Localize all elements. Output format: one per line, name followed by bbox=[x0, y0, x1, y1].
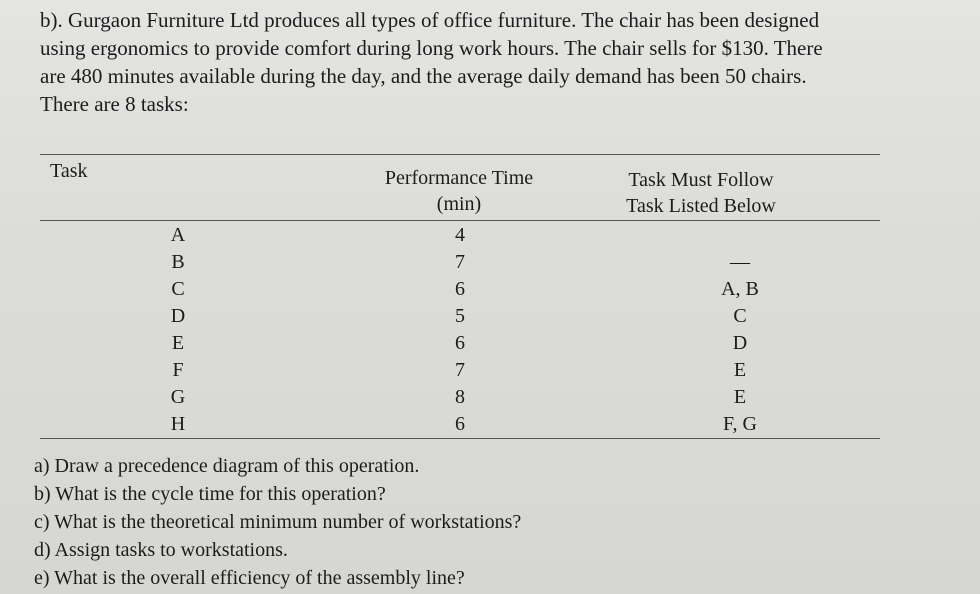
predecessor-cell bbox=[690, 222, 790, 249]
task-cell: D bbox=[170, 305, 186, 327]
time-cell: 6 bbox=[455, 332, 465, 354]
header-time-unit: (min) bbox=[436, 193, 482, 215]
predecessor-cell: F, G bbox=[723, 413, 757, 435]
task-cell: C bbox=[171, 278, 185, 300]
predecessor-cell: D bbox=[732, 332, 748, 354]
task-cell: G bbox=[170, 386, 186, 408]
question-item: d) Assign tasks to workstations. bbox=[34, 539, 288, 561]
predecessor-cell: — bbox=[730, 251, 750, 273]
time-cell: 6 bbox=[455, 413, 465, 435]
time-cell: 6 bbox=[455, 278, 465, 300]
intro-line: There are 8 tasks: bbox=[40, 92, 189, 116]
predecessor-cell: E bbox=[733, 386, 747, 408]
intro-line: are 480 minutes available during the day, and the average daily demand has been 50 chairs. bbox=[40, 64, 807, 88]
task-column bbox=[160, 222, 196, 438]
intro-line: using ergonomics to provide comfort during long work hours. The chair sells for $130. There bbox=[40, 36, 823, 60]
question-list bbox=[34, 452, 521, 592]
header-predecessors bbox=[608, 167, 794, 219]
predecessor-cell: C bbox=[733, 305, 747, 327]
header-performance-time bbox=[370, 165, 548, 217]
header-follow-line1: Task Must Follow bbox=[628, 169, 774, 191]
header-task: Task bbox=[50, 160, 88, 182]
question-item: b) What is the cycle time for this operation? bbox=[34, 483, 386, 505]
table-header-rule bbox=[40, 220, 880, 221]
time-cell: 7 bbox=[455, 251, 465, 273]
task-cell: H bbox=[170, 413, 186, 435]
table-top-rule bbox=[40, 154, 880, 155]
question-item: e) What is the overall efficiency of the assembly line? bbox=[34, 567, 465, 589]
task-cell: F bbox=[172, 359, 184, 381]
time-cell: 5 bbox=[455, 305, 465, 327]
predecessor-cell: E bbox=[733, 359, 747, 381]
task-cell: E bbox=[171, 332, 185, 354]
time-cell: 7 bbox=[455, 359, 465, 381]
predecessor-column bbox=[690, 222, 790, 438]
time-column bbox=[440, 222, 480, 438]
header-follow-line2: Task Listed Below bbox=[626, 195, 776, 217]
task-cell: B bbox=[171, 251, 185, 273]
problem-statement bbox=[40, 6, 940, 118]
predecessor-cell: A, B bbox=[721, 278, 759, 300]
time-cell: 4 bbox=[455, 224, 465, 246]
time-cell: 8 bbox=[455, 386, 465, 408]
question-item: a) Draw a precedence diagram of this operation. bbox=[34, 455, 420, 477]
table-bottom-rule bbox=[40, 438, 880, 439]
question-item: c) What is the theoretical minimum number of workstations? bbox=[34, 511, 522, 533]
intro-line: b). Gurgaon Furniture Ltd produces all types of office furniture. The chair has been designed bbox=[40, 8, 820, 32]
header-time-label: Performance Time bbox=[384, 167, 534, 189]
task-cell: A bbox=[170, 224, 186, 246]
